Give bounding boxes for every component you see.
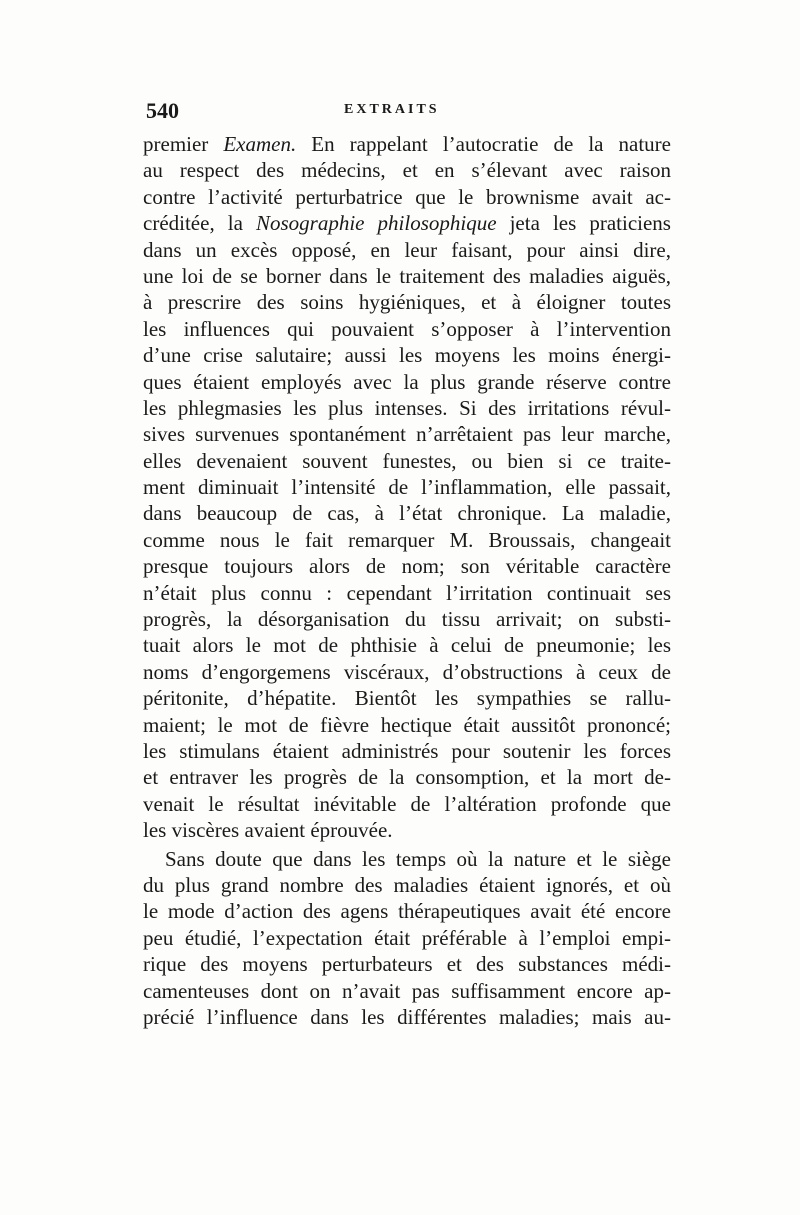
italic-title: Examen.: [223, 132, 297, 156]
text-line: péritonite, d’hépatite. Bientôt les sympathies se rallu-: [143, 686, 671, 711]
text-line: noms d’engorgemens viscéraux, d’obstructions à ceux de: [143, 659, 671, 684]
text-line: sives survenues spontanément n’arrêtaient pas leur marche,: [143, 422, 671, 447]
text-line: les stimulans étaient administrés pour soutenir les forces: [143, 738, 671, 763]
text-line: au respect des médecins, et en s’élevant avec raison: [143, 158, 671, 183]
italic-title: Nosographie philosophique: [255, 211, 497, 236]
text-line: une loi de se borner dans le traitement des maladies aiguës,: [143, 263, 671, 288]
text-line: ques étaient employés avec la plus grande réserve contre: [143, 369, 671, 394]
text-line: le mode d’action des agens thérapeutiques avait été encore: [143, 899, 671, 924]
text-line: les phlegmasies les plus intenses. Si des irritations révul-: [143, 395, 671, 420]
text-line: dans beaucoup de cas, à l’état chronique. La maladie,: [143, 501, 671, 526]
text-line: d’une crise salutaire; aussi les moyens les moins énergi-: [143, 343, 671, 368]
text-line: les influences qui pouvaient s’opposer à l’intervention: [143, 316, 671, 341]
text-line: maient; le mot de fièvre hectique était aussitôt prononcé;: [143, 712, 671, 737]
paragraph-1: [143, 131, 671, 844]
text-line: progrès, la désorganisation du tissu arrivait; on substi-: [143, 607, 671, 632]
page-header: [144, 98, 669, 128]
text-line: rique des moyens perturbateurs et des substances médi-: [143, 952, 671, 977]
text-line: dans un excès opposé, en leur faisant, pour ainsi dire,: [143, 237, 671, 262]
text-line: n’était plus connu : cependant l’irritation continuait ses: [143, 580, 671, 605]
text-line: à prescrire des soins hygiéniques, et à éloigner toutes: [143, 290, 671, 315]
text-line: peu étudié, l’expectation était préférable à l’emploi empi-: [143, 925, 671, 950]
paragraph-2: [143, 846, 671, 1031]
text-line: créditée, la Nosographie philosophique jeta les praticiens: [143, 211, 671, 236]
text-line: du plus grand nombre des maladies étaient ignorés, et où: [143, 872, 671, 897]
text-line: les viscères avaient éprouvée.: [143, 818, 393, 843]
text-line: comme nous le fait remarquer M. Broussais, changeait: [143, 527, 671, 552]
text-line: Sans doute que dans les temps où la nature et le siège: [165, 846, 671, 871]
text-line: elles devenaient souvent funestes, ou bien si ce traite-: [143, 448, 671, 473]
body-text: [143, 131, 671, 1030]
text-line: presque toujours alors de nom; son véritable caractère: [143, 554, 671, 579]
text-line: précié l’influence dans les différentes maladies; mais au-: [143, 1004, 671, 1029]
text-line: premier Examen. En rappelant l’autocratie de la nature: [143, 132, 671, 156]
running-head: EXTRAITS: [344, 102, 440, 117]
text-line: contre l’activité perturbatrice que le brownisme avait ac-: [143, 184, 671, 209]
text-line: venait le résultat inévitable de l’altération profonde que: [143, 791, 671, 816]
text-line: ment diminuait l’intensité de l’inflammation, elle passait,: [143, 475, 671, 500]
text-line: camenteuses dont on n’avait pas suffisamment encore ap-: [143, 978, 671, 1003]
page-number: 540: [146, 98, 179, 123]
text-line: tuait alors le mot de phthisie à celui de pneumonie; les: [143, 633, 671, 658]
text-line: et entraver les progrès de la consomption, et la mort de-: [143, 765, 671, 790]
